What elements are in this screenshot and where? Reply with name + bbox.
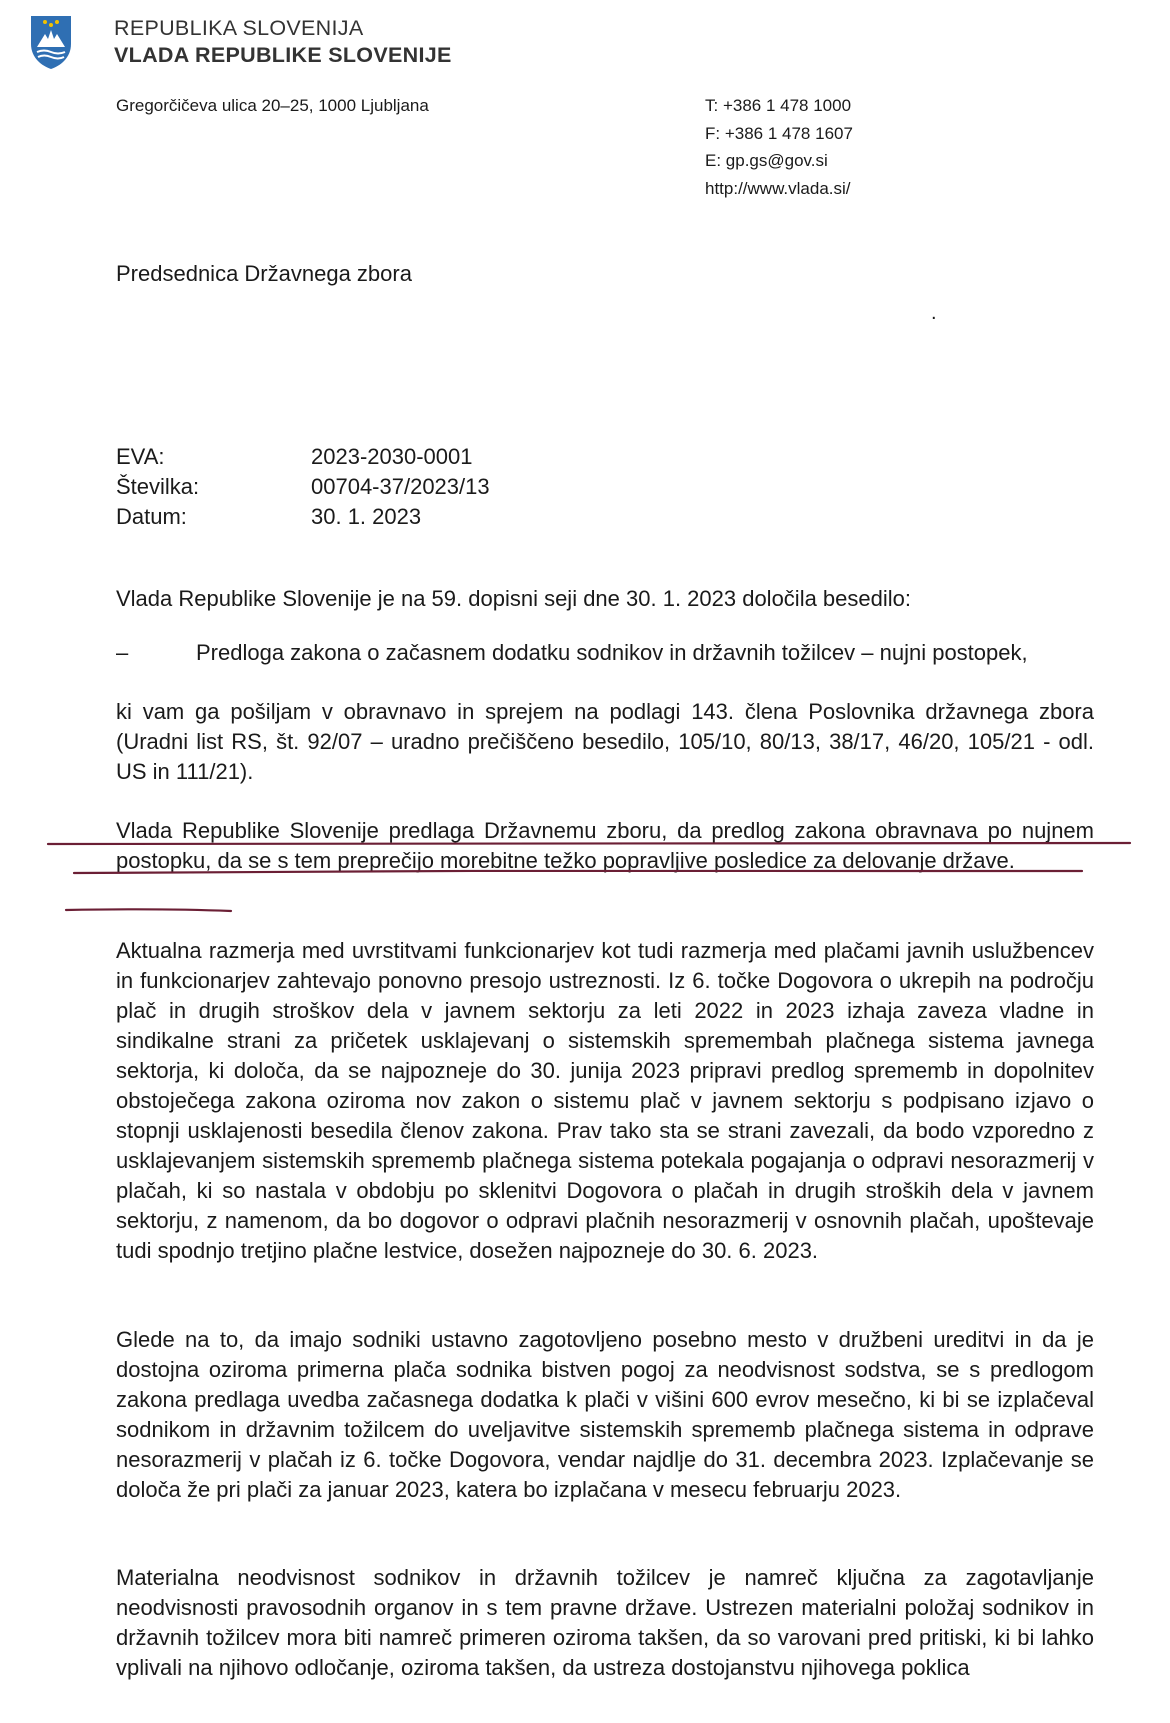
paragraph-send: ki vam ga pošiljam v obravnavo in sprejem na podlagi 143. člena Poslovnika državnega zbora (Uradni list RS, št. 92/07 – uradno prečiščeno besedilo, 105/10, 80/13, 38/17, 46/20, 105/21 - odl. US in 111/21). [116, 699, 1094, 784]
recipient: Predsednica Državnega zbora [116, 261, 412, 286]
list-dash: – [116, 640, 129, 665]
sender-address: Gregorčičeva ulica 20–25, 1000 Ljubljana [116, 96, 429, 115]
meta-row-date [116, 502, 490, 532]
contact-fax: F: +386 1 478 1607 [705, 123, 853, 143]
document-meta [116, 442, 490, 532]
meta-value: 00704-37/2023/13 [311, 474, 490, 499]
stray-mark: . [931, 302, 937, 324]
meta-value: 30. 1. 2023 [311, 504, 422, 529]
meta-row-eva [116, 442, 490, 472]
intro-paragraph: Vlada Republike Slovenije je na 59. dopisni seji dne 30. 1. 2023 določila besedilo: [116, 586, 911, 611]
meta-label: EVA: [116, 444, 165, 469]
paragraph-salary-ratios: Aktualna razmerja med uvrstitvami funkcionarjev kot tudi razmerja med plačami javnih uslužbencev in funkcionarjev zahtevajo ponovno presojo ustreznosti. Iz 6. točke Dogovora o ukrepih na področju plač in drugih stroškov dela v javnem sektorju za leti 2022 in 2023 izhaja zaveza vladne in sindikalne strani za pričetek usklajevanj o sistemskih spremembah plačnega sistema javnega sektorja, ki določa, da se najpozneje do 30. junija 2023 pripravi predlog sprememb in dopolnitev obstoječega zakona oziroma nov zakon o sistemu plač v javnem sektorju s podpisano izjavo o stopnji usklajenosti besedila členov zakona. Prav tako sta se strani zavezali, da bodo vzporedno z usklajevanjem sistemskih sprememb plačnega sistema potekala pogajanja o odpravi nesorazmerij v plačah, ki so nastala v obdobju po sklenitvi Dogovora o plačah in drugih stroških dela v javnem sektorju, z namenom, da bo dogovor o odpravi plačnih nesorazmerij v osnovnih plačah, upoštevaje tudi spodnjo tretjino plačne lestvice, dosežen najpozneje do 30. 6. 2023. [116, 938, 1094, 1263]
meta-value: 2023-2030-0001 [311, 444, 473, 469]
contact-email[interactable]: E: gp.gs@gov.si [705, 151, 828, 170]
org-name-line2: VLADA REPUBLIKE SLOVENIJE [114, 43, 452, 67]
paragraph-urgent-procedure: Vlada Republike Slovenije predlaga Državnemu zboru, da predlog zakona obravnava po nujnem postopku, da se s tem preprečijo morebitne težko popravljive posledice za delovanje države. [116, 818, 1094, 873]
contact-block [705, 92, 853, 202]
contact-website[interactable]: http://www.vlada.si/ [705, 178, 851, 198]
meta-row-number [116, 472, 490, 502]
contact-phone: T: +386 1 478 1000 [705, 96, 852, 115]
org-name-line1: REPUBLIKA SLOVENIJA [114, 16, 364, 40]
paragraph-independence: Materialna neodvisnost sodnikov in državnih tožilcev je namreč ključna za zagotavljanje neodvisnosti pravosodnih organov in s tem pravne države. Ustrezen materialni položaj sodnikov in državnih tožilcev mora biti namreč primeren oziroma takšen, da so varovani pred pritiski, ki bi lahko vplivali na njihovo odločanje, oziroma takšen, da ustreza dostojanstvu njihovega poklica [116, 1565, 1094, 1680]
coat-of-arms-logo [28, 14, 74, 70]
list-item-law-proposal: Predloga zakona o začasnem dodatku sodnikov in državnih tožilcev – nujni postopek, [196, 640, 1028, 665]
meta-label: Številka: [116, 474, 200, 499]
paragraph-judges-allowance: Glede na to, da imajo sodniki ustavno zagotovljeno posebno mesto v družbeni ureditvi in da je dostojna oziroma primerna plača sodnika bistven pogoj za neodvisnost sodstva, se s predlogom zakona predlaga uvedba začasnega dodatka k plači v višini 600 evrov mesečno, ki bi se izplačeval sodnikom in državnim tožilcem do uveljavitve sistemskih sprememb plačnega sistema in odprave nesorazmerij v plačah iz 6. točke Dogovora, vendar najdlje do 31. decembra 2023. Izplačevanje se določa že pri plači za januar 2023, katera bo izplačana v mesecu februarju 2023. [116, 1327, 1094, 1502]
underline-mark-3 [66, 909, 231, 911]
meta-label: Datum: [116, 504, 187, 529]
